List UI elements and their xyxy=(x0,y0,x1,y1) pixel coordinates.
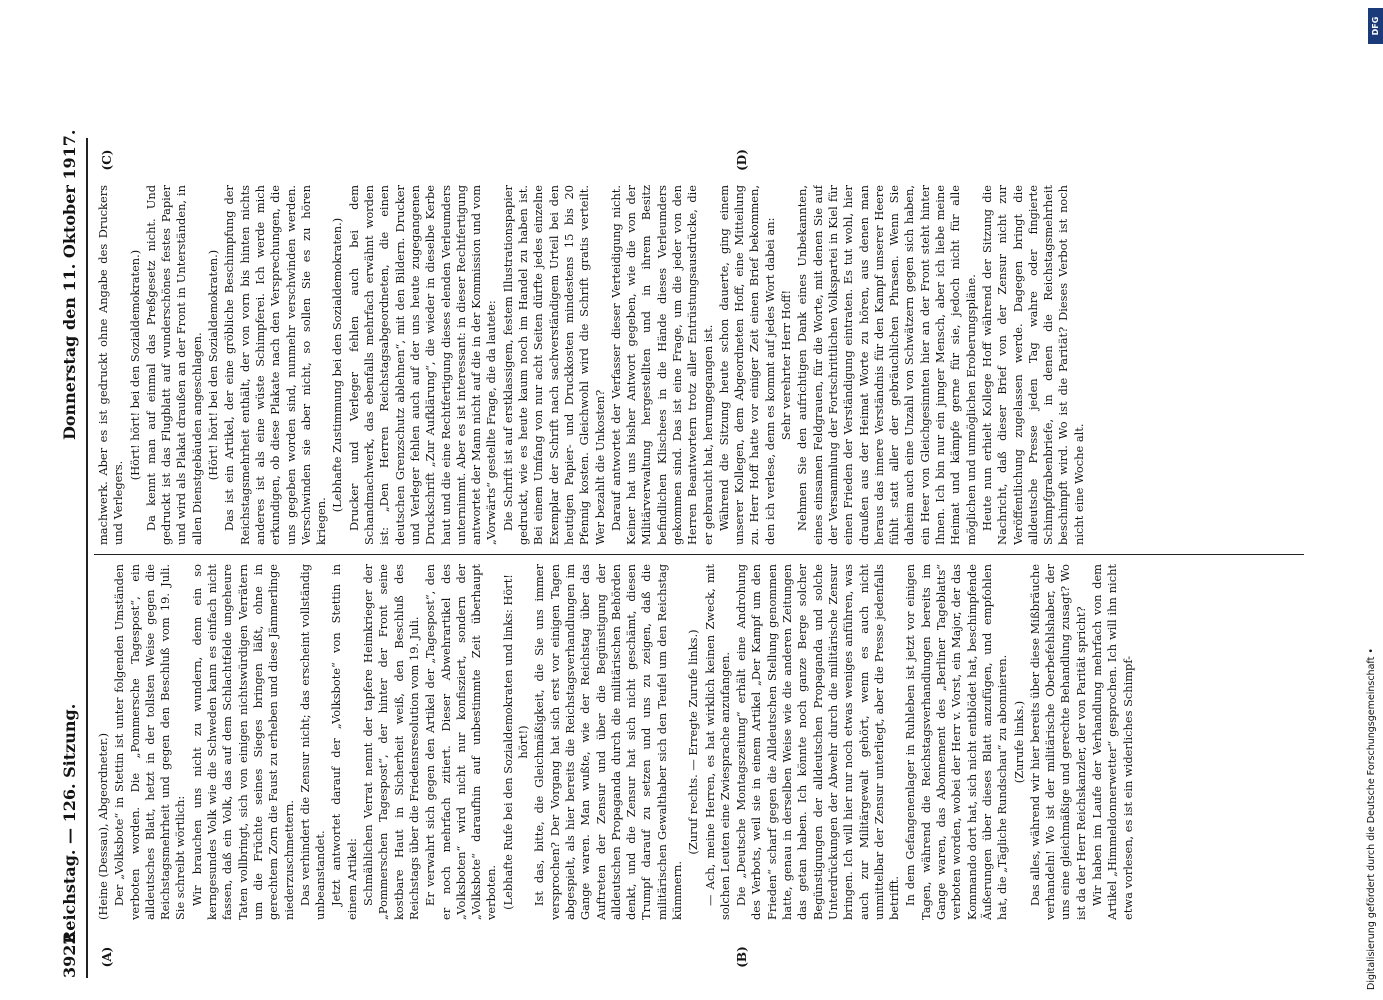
interjection: (Hört! hört! bei den Sozialdemokraten.) xyxy=(206,249,221,481)
quote-paragraph: Wir brauchen uns nicht zu wundern, denn ein so kerngesundes Volk wie die Schweden kann es einfach nicht fassen, daß ein Volk, das auf dem Schlachtfelde ungeheure Taten vollbringt, sich von einigen nichtswürdigen Verrätern um die Früchte seines Sieges bringen läßt, ohne in gerechtem Zorn die Faust zu erheben und diese Jämmerlinge niederzuschmettern. xyxy=(189,564,296,920)
paragraph: Er verwahrt sich gegen den Artikel der „Tagespost“, den er noch mehrfach zitiert. Dieser Abwehrartikel des „Volksboten“ wird nicht nur konfisziert, sondern der „Volksbote“ daraufhin auf unbestimmte Zeit überhaupt verboten. xyxy=(423,564,499,920)
paragraph: Da kennt man auf einmal das Preßgesetz nicht. Und gedruckt ist das Flugblatt auf wunderschönes festes Papier und wird als Plakat draußen an der Front in Unterständen, in allen Dienstgebäuden angeschlagen. xyxy=(143,185,204,545)
paragraph: Darauf antwortet der Verfasser dieser Verteidigung nicht. Keiner hat uns bisher Antwort gegeben, wie die von der Militärverwaltung hergestellten und in ihrem Besitz befindlichen Klischees in die Hände dieses Verleumders gekommen sind. Das ist eine Frage, um die jeder von den Herren Beantwortern trotz aller Entrüstungsausdrücke, die er gebraucht hat, herumgegangen ist. xyxy=(608,185,715,545)
quote-paragraph: Schmählichen Verrat nennt der tapfere Heimkrieger der „Pommerschen Tagespost“, der hinter der Front seine kostbare Haut in Sicherheit weiß, den Beschluß des Reichstags über die Friedensresolution vom 19. Juli. xyxy=(361,564,421,920)
interjection: (Zuruf rechts. — Erregte Zurufe links.) xyxy=(686,629,701,855)
dfg-logo-icon: DFG xyxy=(1368,8,1383,44)
paragraph: Das ist ein Artikel, der eine gröbliche Beschimpfung der Reichstagsmehrheit enthält, der von vorn bis hinten nichts anderes ist als eine wüste Schimpferei. Ich werde mich erkundigen, ob diese Plakate nach den Versprechungen, die uns gegeben worden sind, nunmehr verschwinden werden. Verschwinden sie aber nicht, so sollen Sie es zu hören kriegen. xyxy=(222,185,329,545)
speaker-line: (Heine (Dessau), Abgeordneter.) xyxy=(96,732,110,920)
digitization-note xyxy=(1365,10,1379,990)
text-column-right xyxy=(96,185,1296,545)
paragraph: In dem Gefangenenlager in Ruhleben ist jetzt vor einigen Tagen, während die Reichstagsverhandlungen bereits im Gange waren, das Abonnement des „Berliner Tageblatts“ verboten worden, wobei der Herr v. Vorst, ein Major, der das Kommando dort hat, sich nicht entblödet hat, beschimpfende Äußerungen über dieses Blatt anzufügen, und empfohlen hat, die „Tägliche Rundschau“ zu abonnieren. xyxy=(903,564,1010,920)
interjection: (Zurufe links.) xyxy=(1011,700,1026,784)
paragraph: Ist das, bitte, die Gleichmäßigkeit, die Sie uns immer versprochen? Der Vorgang hat sich erst vor einigen Tagen abgespielt, als hier bereits die Reichstagsverhandlungen im Gange waren. Man wußte, wie der Reichstag über das Auftreten der Zensur und über die Begünstigung der alldeutschen Propaganda durch die militärischen Behörden denkt, und die Zensur hat sich nicht geschämt, diesen Trumpf darauf zu setzen und uns zu zeigen, daß die militärischen Gewalthaber sich den Teufel um den Reichstag kümmern. xyxy=(532,564,684,920)
margin-marker-d: (D) xyxy=(735,149,749,171)
paragraph: Die „Deutsche Montagszeitung“ erhält eine Androhung des Verbots, weil sie in einem Artikel „Der Kampf um den Frieden“ scharf gegen die Alldeutschen Stellung genommen hatte, genau in derselben Weise wie die anderen Zeitungen das getan haben. Ich könnte noch ganze Berge solcher Begünstigungen der alldeutschen Propaganda und solche Unterdrückungen der Abwehr durch die militärische Zensur bringen. Ich will hier nur noch etwas weniges anführen, was auch zur Militärgewalt gehört, wenn es auch nicht unmittelbar der Zensur unterliegt, aber die Presse jedenfalls betrifft. xyxy=(734,564,902,920)
letter-salutation: Sehr verehrter Herr Hoff! xyxy=(779,289,794,441)
paragraph: Jetzt antwortet darauf der „Volksbote“ von Stettin in einem Artikel: xyxy=(329,564,359,920)
margin-marker-a: (A) xyxy=(100,946,114,968)
quote-paragraph: Die Schrift ist auf erstklassigem, festem Illustrationspapier gedruckt, wie es heute kaum noch im Handel zu haben ist. Bei einem Umfang von nur acht Seiten dürfte jedes einzelne Exemplar der Schrift nach sachverständigem Urteil bei den heutigen Papier- und Druckkosten mindestens 15 bis 20 Pfennig kosten. Gleichwohl wird die Schrift gratis verteilt. Wer bezahlt die Unkosten? xyxy=(500,185,607,545)
interjection: (Lebhafte Rufe bei den Sozialdemokraten und links: Hört! hört!) xyxy=(500,574,531,910)
text-column-left xyxy=(96,564,1296,920)
paragraph: Während die Sitzung heute schon dauerte, ging einem unserer Kollegen, dem Abgeordneten Hoff, eine Mitteilung zu. Herr Hoff hatte vor einiger Zeit einen Brief bekommen, den ich verlese, denn es kommt auf jedes Wort dabei an: xyxy=(716,185,777,545)
page-number: 3922 xyxy=(60,933,79,978)
letter-body: Nehmen Sie den aufrichtigen Dank eines Unbekannten, eines einsamen Feldgrauen, für die Worte, mit denen Sie auf der Versammlung der Fortschrittlichen Volkspartei in Kiel für einen Frieden der Verständigung eintraten. Es tut wohl, hier draußen aus der Heimat Worte zu hören, aus denen man heraus das innere Verständnis für den Kampf unserer Heere fühlt statt aller der gebräuchlichen Phrasen. Wenn Sie daheim auch eine Unzahl von Schwätzern gegen sich haben, ein Heer von Gleichgesinnten hier an der Front steht hinter Ihnen. Ich bin nur ein junger Mensch, aber ich liebe meine Heimat und kämpfe gerne für sie, jedoch nicht für alle möglichen und unmöglichen Eroberungspläne. xyxy=(795,185,978,545)
paragraph: Der „Volksbote“ in Stettin ist unter folgenden Umständen verboten worden. Die „Pommersche Tagespost“, ein alldeutsches Blatt, hetzt in der tollsten Weise gegen die Reichstagsmehrheit und gegen den Beschluß vom 19. Juli. Sie schreibt wörtlich: xyxy=(112,564,188,920)
margin-marker-b: (B) xyxy=(735,946,749,968)
header-rule xyxy=(86,138,88,978)
paragraph: Das alles, während wir hier bereits über diese Mißbräuche verhandeln! Wo ist der militärische Oberbefehlshaber, der uns eine gleichmäßige und gerechte Behandlung zusagt? Wo ist da der Herr Reichskanzler, der von Parität spricht? xyxy=(1027,564,1088,920)
column-divider xyxy=(94,554,1304,555)
paragraph: Heute nun erhielt Kollege Hoff während der Sitzung die Nachricht, daß dieser Brief von der Zensur nicht zur Veröffentlichung zugelassen werde. Dagegen bringt die alldeutsche Presse jeden Tag wahre oder fingierte Schimpfgrabenbriefe, in denen die Reichstagsmehrheit beschimpft wird. Wo ist die Parität? Dieses Verbot ist noch nicht eine Woche alt. xyxy=(979,185,1086,545)
paragraph: machwerk. Aber es ist gedruckt ohne Angabe des Druckers und Verlegers. xyxy=(96,185,126,545)
interjection: (Lebhafte Zustimmung bei den Sozialdemokraten.) xyxy=(330,217,345,513)
digitization-note-text: Digitalisierung gefördert durch die Deutsche Forschungsgemeinschaft • xyxy=(1366,648,1377,990)
running-header-right: Donnerstag den 11. Oktober 1917. xyxy=(60,129,79,440)
margin-marker-c: (C) xyxy=(100,149,114,171)
paragraph: Wir haben im Laufe der Verhandlung mehrfach von dem Artikel „Himmeldonnerwetter“ gesprochen. Ich will ihn nicht etwa vorlesen, es ist ein widerliches Schimpf- xyxy=(1090,564,1135,920)
interjection: (Hört! hört! bei den Sozialdemokraten.) xyxy=(127,249,142,481)
paragraph: Das verhindert die Zensur nicht; das erscheint vollständig unbeanstandet. xyxy=(297,564,328,920)
paragraph: Drucker und Verleger fehlen auch bei dem Schandmachwerk, das ebenfalls mehrfach erwähnt worden ist: „Den Herren Reichstagsabgeordneten, die einen deutschen Grenzschutz ablehnen“, mit den Bildern. Drucker und Verleger fehlen auch auf der uns heute zugegangenen Druckschrift „Zur Aufklärung“, die wieder in dieselbe Kerbe haut und die eine Rechtfertigung dieses elenden Verleumders unternimmt. Aber es ist interessant: in dieser Rechtfertigung antwortet der Mann nicht auf die in der Kommission und vom „Vorwärts“ gestellte Frage, die da lautete: xyxy=(346,185,499,545)
running-header-left: Reichstag. — 126. Sitzung. xyxy=(60,703,79,944)
paragraph: — Ach, meine Herren, es hat wirklich keinen Zweck, mit solchen Leuten eine Zwiesprache anzufangen. xyxy=(702,564,732,920)
